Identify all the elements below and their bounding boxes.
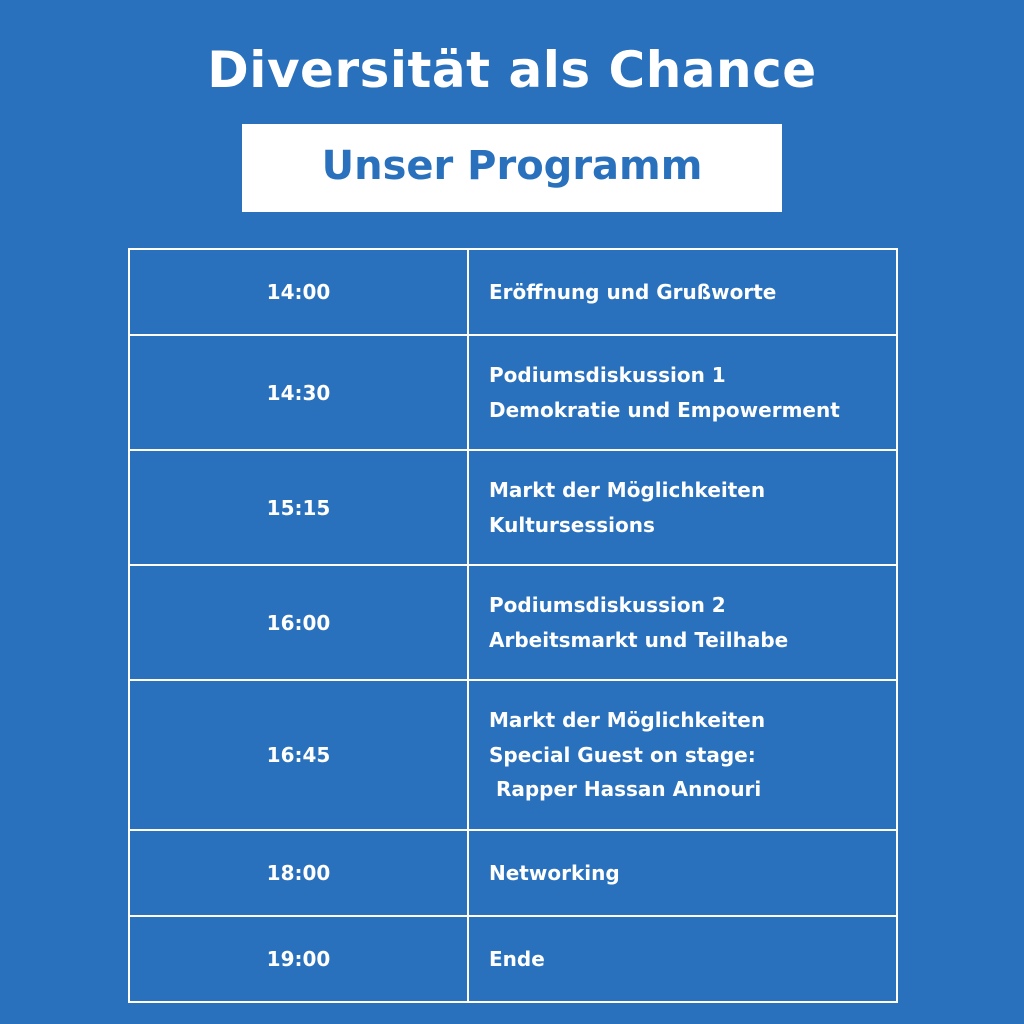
- event-cell: [468, 450, 897, 565]
- subtitle: Unser Programm: [321, 143, 703, 189]
- event-cell: [468, 249, 897, 335]
- time-cell: 16:45: [129, 680, 468, 830]
- event-line: Arbeitsmarkt und Teilhabe: [489, 627, 789, 652]
- event-line: Demokratie und Empowerment: [489, 397, 840, 422]
- event-cell: [468, 335, 897, 450]
- program-table: [128, 248, 898, 1003]
- time-cell: 14:00: [129, 249, 468, 335]
- event-line: Kultursessions: [489, 512, 655, 537]
- event-line: Special Guest on stage:: [489, 742, 756, 767]
- event-line: Markt der Möglichkeiten: [489, 708, 766, 733]
- time-cell: 19:00: [129, 916, 468, 1002]
- event-line: Networking: [489, 860, 620, 885]
- time-cell: 16:00: [129, 565, 468, 680]
- event-line: Ende: [489, 946, 545, 971]
- table-row: [129, 249, 897, 335]
- time-cell: 14:30: [129, 335, 468, 450]
- table-row: [129, 565, 897, 680]
- table-row: [129, 916, 897, 1002]
- subtitle-banner: [242, 124, 782, 212]
- time-cell: 18:00: [129, 830, 468, 916]
- event-line: Eröffnung und Grußworte: [489, 279, 777, 304]
- table-row: [129, 335, 897, 450]
- event-cell: [468, 830, 897, 916]
- event-line: Rapper Hassan Annouri: [489, 777, 762, 802]
- event-line: Podiumsdiskussion 2: [489, 593, 726, 617]
- event-line: Markt der Möglichkeiten: [489, 478, 766, 502]
- event-line: Podiumsdiskussion 1: [489, 363, 726, 387]
- page-title: Diversität als Chance: [207, 41, 817, 99]
- event-cell: [468, 680, 897, 830]
- table-row: [129, 830, 897, 916]
- table-row: [129, 680, 897, 830]
- event-cell: [468, 916, 897, 1002]
- table-row: [129, 450, 897, 565]
- time-cell: 15:15: [129, 450, 468, 565]
- event-cell: [468, 565, 897, 680]
